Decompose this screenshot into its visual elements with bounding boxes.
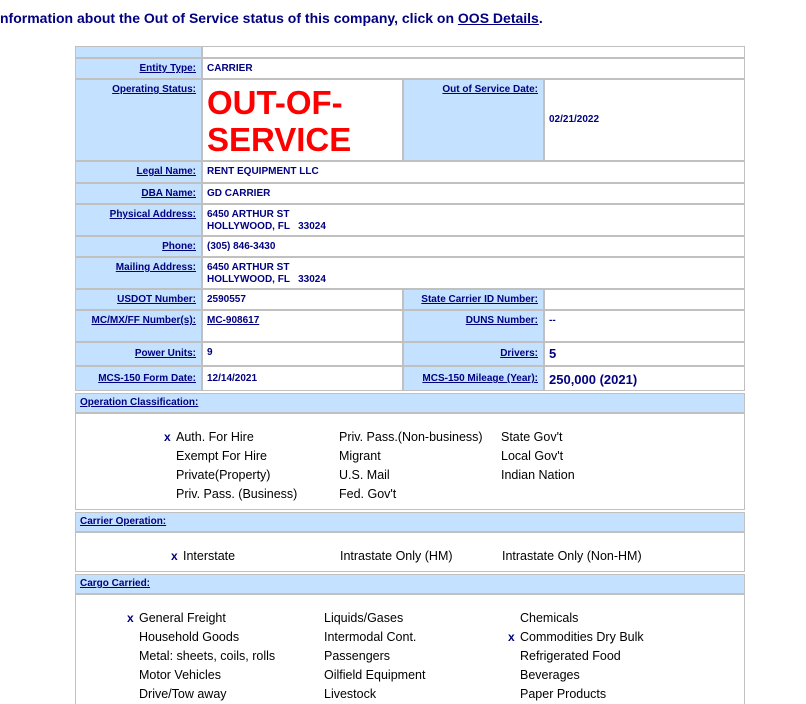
checkmark-commodities-dry-bulk: x [508, 630, 515, 644]
cargo-metal-sheets: Metal: sheets, coils, rolls [139, 649, 276, 663]
cargo-beverages: Beverages [520, 668, 580, 682]
opclass-exempt-for-hire: Exempt For Hire [176, 449, 267, 463]
opclass-state-govt: State Gov't [501, 430, 563, 444]
drivers-label: Drivers: [403, 342, 544, 366]
usdot-label: USDOT Number: [75, 289, 202, 310]
phone-label: Phone: [75, 236, 202, 257]
cargo-paper-products: Paper Products [520, 687, 607, 701]
operating-status-line2: SERVICE [207, 121, 352, 158]
checkmark-auth-for-hire: x [164, 430, 171, 444]
physical-address-line1: 6450 ARTHUR ST [207, 209, 290, 220]
cargo-passengers: Passengers [324, 649, 391, 663]
oos-details-link[interactable]: OOS Details [457, 10, 539, 26]
mc-number-cell [202, 310, 403, 342]
cargo-household-goods: Household Goods [139, 630, 240, 644]
operation-classification-title[interactable]: Operation Classification: [80, 397, 199, 408]
mcs150-mileage-label: MCS-150 Mileage (Year): [403, 366, 544, 391]
opclass-us-mail: U.S. Mail [339, 468, 390, 482]
mailing-address-line2: HOLLYWOOD, FL 33024 [207, 274, 326, 285]
cargo-liquids-gases: Liquids/Gases [324, 611, 404, 625]
carrier-op-intrastate-non-hm: Intrastate Only (Non-HM) [502, 549, 642, 563]
cargo-carried-title[interactable]: Cargo Carried: [80, 578, 151, 589]
legal-name-value: RENT EQUIPMENT LLC [202, 161, 745, 183]
oos-date-label: Out of Service Date: [403, 79, 544, 161]
operating-status-value [207, 84, 351, 158]
usdot-value: 2590557 [202, 289, 403, 310]
opclass-indian-nation: Indian Nation [501, 468, 575, 482]
header-blank-label-cell [75, 46, 202, 58]
physical-address-line2: HOLLYWOOD, FL 33024 [207, 221, 326, 232]
carrier-operation-title[interactable]: Carrier Operation: [80, 516, 167, 527]
cargo-carried-header [75, 574, 745, 594]
cargo-general-freight: General Freight [139, 611, 226, 625]
mailing-address-line1: 6450 ARTHUR ST [207, 262, 290, 273]
header-blank-value-cell [202, 46, 745, 58]
cargo-motor-vehicles: Motor Vehicles [139, 668, 221, 682]
physical-address-label: Physical Address: [75, 204, 202, 236]
mcs150-mileage-value: 250,000 (2021) [544, 366, 745, 391]
oos-notice-suffix: . [538, 10, 543, 26]
mc-number-link[interactable]: MC-908617 [207, 315, 260, 326]
checkmark-general-freight: x [127, 611, 134, 625]
carrier-op-interstate: Interstate [183, 549, 236, 563]
dba-name-label: DBA Name: [75, 183, 202, 204]
cargo-refrigerated-food: Refrigerated Food [520, 649, 621, 663]
cargo-commodities-dry-bulk: Commodities Dry Bulk [520, 630, 644, 644]
mc-number-label: MC/MX/FF Number(s): [75, 310, 202, 342]
carrier-op-intrastate-hm: Intrastate Only (HM) [340, 549, 453, 563]
opclass-priv-pass-business: Priv. Pass. (Business) [176, 487, 298, 501]
opclass-local-govt: Local Gov't [501, 449, 564, 463]
oos-notice-text: nformation about the Out of Service status of this company, click on [0, 10, 458, 26]
mcs150-date-label: MCS-150 Form Date: [75, 366, 202, 391]
opclass-fed-govt: Fed. Gov't [339, 487, 397, 501]
phone-value: (305) 846-3430 [202, 236, 745, 257]
drivers-value: 5 [544, 342, 745, 366]
mailing-address-value [202, 257, 745, 289]
mcs150-date-value: 12/14/2021 [202, 366, 403, 391]
operating-status-line1: OUT-OF- [207, 84, 343, 121]
carrier-operation-header [75, 512, 745, 532]
legal-name-label: Legal Name: [75, 161, 202, 183]
oos-notice [0, 10, 543, 26]
entity-type-label: Entity Type: [75, 58, 202, 79]
physical-address-value [202, 204, 745, 236]
opclass-priv-pass-non-business: Priv. Pass.(Non-business) [339, 430, 483, 444]
power-units-label: Power Units: [75, 342, 202, 366]
opclass-private-property: Private(Property) [176, 468, 271, 482]
operating-status-label: Operating Status: [75, 79, 202, 161]
dba-name-value: GD CARRIER [202, 183, 745, 204]
entity-type-value: CARRIER [202, 58, 745, 79]
opclass-auth-for-hire: Auth. For Hire [176, 430, 254, 444]
operation-classification-header [75, 393, 745, 413]
state-carrier-id-value [544, 289, 745, 310]
cargo-chemicals: Chemicals [520, 611, 579, 625]
duns-value: -- [544, 310, 745, 342]
mailing-address-label: Mailing Address: [75, 257, 202, 289]
cargo-livestock: Livestock [324, 687, 377, 701]
power-units-value: 9 [202, 342, 403, 366]
cargo-drive-tow-away: Drive/Tow away [139, 687, 227, 701]
duns-label: DUNS Number: [403, 310, 544, 342]
cargo-oilfield-equipment: Oilfield Equipment [324, 668, 426, 682]
oos-date-value: 02/21/2022 [544, 79, 745, 161]
state-carrier-id-label: State Carrier ID Number: [403, 289, 544, 310]
checkmark-interstate: x [171, 549, 178, 563]
opclass-migrant: Migrant [339, 449, 381, 463]
cargo-intermodal-cont: Intermodal Cont. [324, 630, 417, 644]
